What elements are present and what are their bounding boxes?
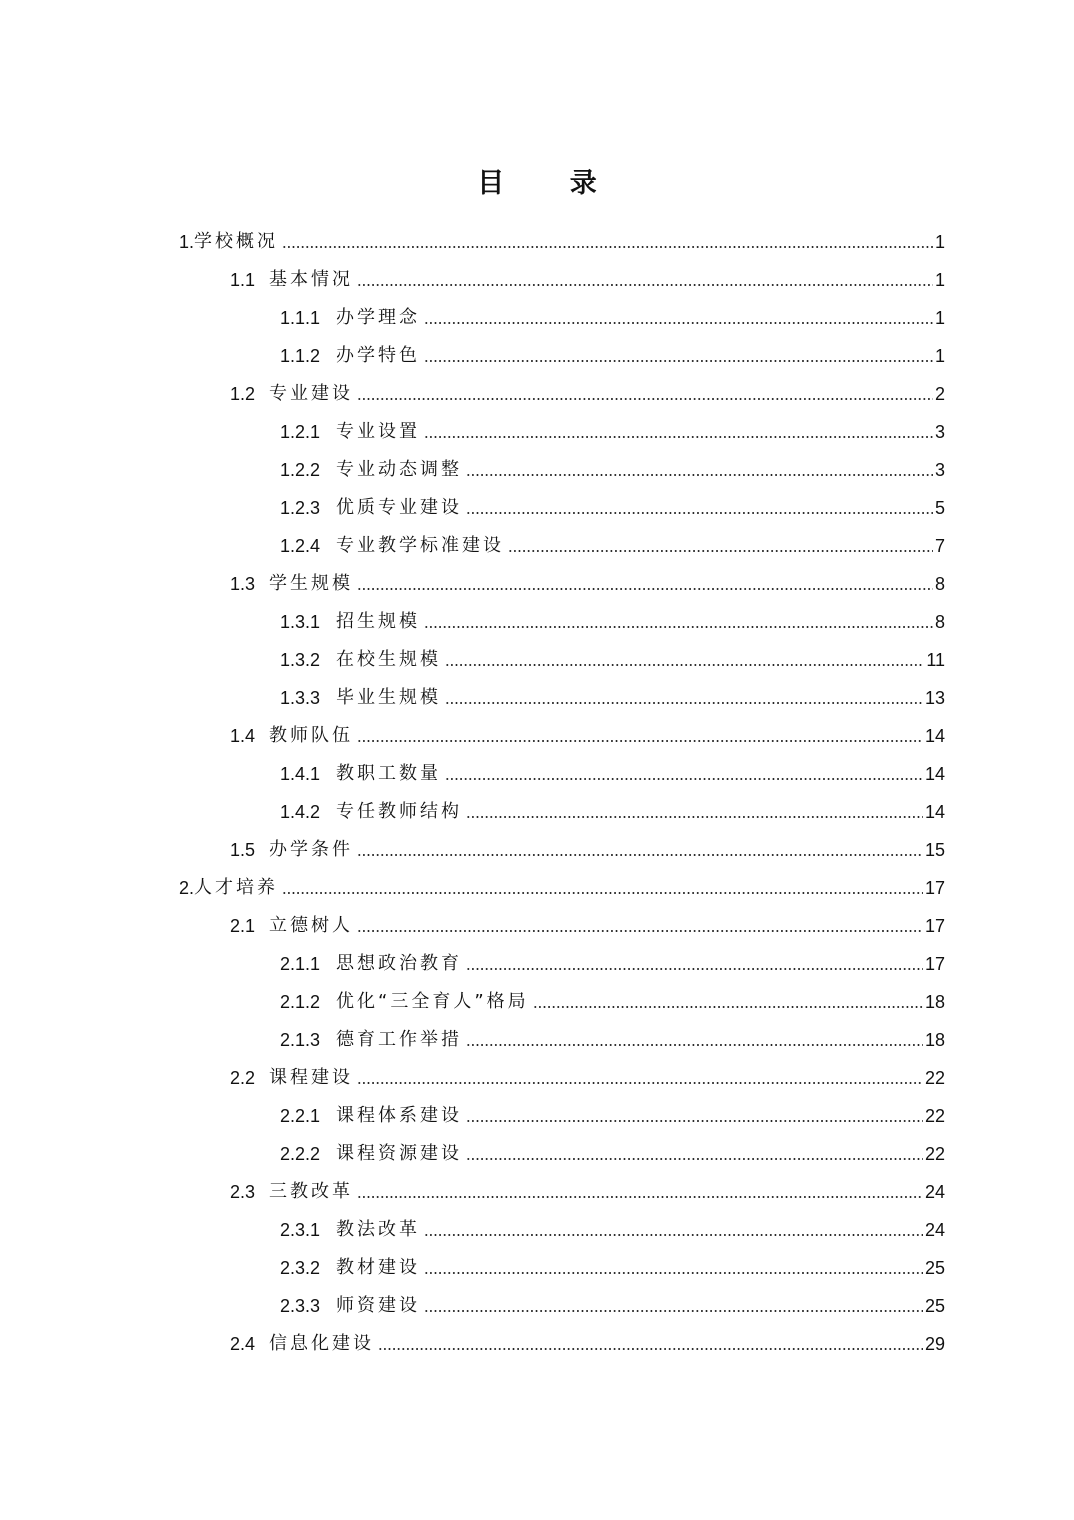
toc-entry-page-number: 11 bbox=[926, 650, 945, 670]
toc-entry-title: 办学特色 bbox=[336, 345, 420, 366]
toc-entry-title: 毕业生规模 bbox=[336, 687, 441, 708]
toc-entry-title: 专任教师结构 bbox=[336, 801, 462, 822]
toc-entry-title: 办学理念 bbox=[336, 307, 420, 328]
toc-entry-page-number: 8 bbox=[934, 612, 945, 632]
toc-entry-page-number: 14 bbox=[924, 764, 945, 784]
toc-entry-number: 1.1.1 bbox=[280, 308, 321, 328]
toc-entry[interactable] bbox=[0, 679, 1074, 717]
toc-dot-leader bbox=[282, 233, 933, 251]
toc-entry-title: 教师队伍 bbox=[269, 725, 353, 746]
toc-entry[interactable] bbox=[0, 1059, 1074, 1097]
toc-entry-number: 1.2.2 bbox=[280, 460, 321, 480]
toc-entry-page-number: 5 bbox=[934, 498, 945, 518]
toc-entry-number: 2.3 bbox=[230, 1182, 256, 1202]
toc-entry-number: 2.1.3 bbox=[280, 1030, 321, 1050]
toc-entry-title: 学生规模 bbox=[269, 573, 353, 594]
toc-entry[interactable] bbox=[0, 413, 1074, 451]
toc-entry[interactable] bbox=[0, 1325, 1074, 1363]
toc-entry-number: 1.3.1 bbox=[280, 612, 321, 632]
toc-entry[interactable] bbox=[0, 983, 1074, 1021]
toc-dot-leader bbox=[357, 917, 923, 935]
toc-entry-page-number: 8 bbox=[934, 574, 945, 594]
toc-entry-number: 1.4 bbox=[230, 726, 256, 746]
toc-entry-page-number: 14 bbox=[924, 802, 945, 822]
toc-dot-leader bbox=[357, 385, 933, 403]
toc-entry[interactable] bbox=[0, 299, 1074, 337]
toc-entry-page-number: 15 bbox=[924, 840, 945, 860]
toc-dot-leader bbox=[508, 537, 933, 555]
toc-entry-page-number: 24 bbox=[924, 1220, 945, 1240]
toc-entry-number: 2.3.3 bbox=[280, 1296, 321, 1316]
toc-entry-page-number: 22 bbox=[924, 1106, 945, 1126]
toc-entry-title: 三教改革 bbox=[269, 1181, 353, 1202]
toc-entry[interactable] bbox=[0, 375, 1074, 413]
toc-dot-leader bbox=[424, 309, 933, 327]
toc-entry-number: 1.2.4 bbox=[280, 536, 321, 556]
toc-entry[interactable] bbox=[0, 1097, 1074, 1135]
toc-entry[interactable] bbox=[0, 1173, 1074, 1211]
toc-entry-title: 专业设置 bbox=[336, 421, 420, 442]
toc-entry-number: 2.4 bbox=[230, 1334, 256, 1354]
toc-entry-page-number: 1 bbox=[934, 308, 945, 328]
toc-dot-leader bbox=[466, 499, 933, 517]
toc-entry-title: 在校生规模 bbox=[336, 649, 441, 670]
toc-dot-leader bbox=[466, 461, 933, 479]
toc-dot-leader bbox=[466, 1107, 923, 1125]
toc-entry-number: 2.1.1 bbox=[280, 954, 321, 974]
toc-entry[interactable] bbox=[0, 945, 1074, 983]
toc-entry-number: 2.2 bbox=[230, 1068, 256, 1088]
toc-entry-number: 1.2.3 bbox=[280, 498, 321, 518]
toc-entry-page-number: 13 bbox=[924, 688, 945, 708]
toc-entry-page-number: 24 bbox=[924, 1182, 945, 1202]
toc-entry-title: 思想政治教育 bbox=[336, 953, 462, 974]
toc-entry-page-number: 1 bbox=[934, 232, 945, 252]
toc-entry-number: 2.2.2 bbox=[280, 1144, 321, 1164]
toc-entry-title: 教法改革 bbox=[336, 1219, 420, 1240]
toc-entry-title: 人才培养 bbox=[194, 877, 279, 898]
toc-entry-title: 教材建设 bbox=[336, 1257, 420, 1278]
toc-dot-leader bbox=[445, 689, 923, 707]
toc-dot-leader bbox=[533, 993, 923, 1011]
toc-dot-leader bbox=[466, 955, 923, 973]
toc-dot-leader bbox=[424, 347, 933, 365]
toc-entry-title: 专业建设 bbox=[269, 383, 353, 404]
page-title: 目 录 bbox=[477, 168, 625, 199]
toc-entry-title: 专业动态调整 bbox=[336, 459, 462, 480]
toc-entry-title: 优化“三全育人”格局 bbox=[336, 991, 529, 1012]
toc-entry[interactable] bbox=[0, 261, 1074, 299]
toc-entry[interactable] bbox=[0, 565, 1074, 603]
toc-entry-number: 1.1.2 bbox=[280, 346, 321, 366]
toc-entry-number: 1.3.2 bbox=[280, 650, 321, 670]
toc-dot-leader bbox=[282, 879, 923, 897]
toc-entry-page-number: 7 bbox=[934, 536, 945, 556]
toc-entry-title: 信息化建设 bbox=[269, 1333, 374, 1354]
toc-entry-page-number: 18 bbox=[924, 992, 945, 1012]
toc-entry-title: 办学条件 bbox=[269, 839, 353, 860]
toc-entry-page-number: 3 bbox=[934, 460, 945, 480]
toc-entry-number: 2. bbox=[179, 878, 195, 898]
toc-entry-number: 1.2 bbox=[230, 384, 256, 404]
toc-entry-page-number: 1 bbox=[934, 270, 945, 290]
toc-entry-number: 1.5 bbox=[230, 840, 256, 860]
toc-dot-leader bbox=[357, 575, 933, 593]
toc-entry[interactable] bbox=[0, 793, 1074, 831]
toc-dot-leader bbox=[445, 765, 923, 783]
toc-dot-leader bbox=[357, 1183, 923, 1201]
toc-entry-number: 1.3.3 bbox=[280, 688, 321, 708]
toc-entry-page-number: 18 bbox=[924, 1030, 945, 1050]
toc-entry-number: 1. bbox=[179, 232, 195, 252]
toc-entry[interactable] bbox=[0, 717, 1074, 755]
toc-entry-page-number: 25 bbox=[924, 1258, 945, 1278]
toc-entry-title: 招生规模 bbox=[336, 611, 420, 632]
toc-entry[interactable] bbox=[0, 223, 1074, 261]
toc-entry[interactable] bbox=[0, 337, 1074, 375]
toc-entry[interactable] bbox=[0, 1211, 1074, 1249]
toc-dot-leader bbox=[357, 271, 933, 289]
toc-entry-number: 2.1.2 bbox=[280, 992, 321, 1012]
toc-entry-number: 2.2.1 bbox=[280, 1106, 321, 1126]
toc-dot-leader bbox=[424, 1221, 923, 1239]
toc-entry-page-number: 17 bbox=[924, 916, 945, 936]
toc-entry-title: 立德树人 bbox=[269, 915, 353, 936]
toc-entry-page-number: 1 bbox=[934, 346, 945, 366]
toc-entry-page-number: 22 bbox=[924, 1068, 945, 1088]
toc-entry-title: 课程体系建设 bbox=[336, 1105, 462, 1126]
toc-entry-title: 学校概况 bbox=[194, 231, 279, 252]
toc-entry[interactable] bbox=[0, 641, 1074, 679]
toc-entry[interactable] bbox=[0, 1287, 1074, 1325]
toc-dot-leader bbox=[466, 803, 923, 821]
toc-dot-leader bbox=[466, 1031, 923, 1049]
toc-entry-page-number: 2 bbox=[934, 384, 945, 404]
toc-entry-title: 基本情况 bbox=[269, 269, 353, 290]
toc-dot-leader bbox=[424, 1259, 923, 1277]
toc-entry-page-number: 14 bbox=[924, 726, 945, 746]
toc-entry[interactable] bbox=[0, 831, 1074, 869]
toc-entry-number: 1.2.1 bbox=[280, 422, 321, 442]
toc-entry-number: 1.1 bbox=[230, 270, 256, 290]
toc-entry-title: 德育工作举措 bbox=[336, 1029, 462, 1050]
toc-entry[interactable] bbox=[0, 1249, 1074, 1287]
toc-dot-leader bbox=[424, 1297, 923, 1315]
toc-entry-title: 师资建设 bbox=[336, 1295, 420, 1316]
toc-entry-title: 课程资源建设 bbox=[336, 1143, 462, 1164]
toc-entry[interactable] bbox=[0, 755, 1074, 793]
toc-dot-leader bbox=[424, 423, 933, 441]
toc-entry-page-number: 29 bbox=[924, 1334, 945, 1354]
toc-entry-page-number: 17 bbox=[924, 954, 945, 974]
toc-entry-page-number: 3 bbox=[934, 422, 945, 442]
toc-entry-title: 教职工数量 bbox=[336, 763, 441, 784]
toc-entry-number: 2.3.2 bbox=[280, 1258, 321, 1278]
toc-entry-number: 1.3 bbox=[230, 574, 256, 594]
toc-entry[interactable] bbox=[0, 1135, 1074, 1173]
toc-entry[interactable] bbox=[0, 489, 1074, 527]
toc-entry-number: 1.4.1 bbox=[280, 764, 321, 784]
toc-entry-number: 2.3.1 bbox=[280, 1220, 321, 1240]
toc-entry[interactable] bbox=[0, 451, 1074, 489]
toc-entry-title: 专业教学标准建设 bbox=[336, 535, 504, 556]
toc-entry[interactable] bbox=[0, 869, 1074, 907]
toc-entry-number: 2.1 bbox=[230, 916, 256, 936]
toc-entry-number: 1.4.2 bbox=[280, 802, 321, 822]
toc-dot-leader bbox=[378, 1335, 923, 1353]
toc-entry[interactable] bbox=[0, 527, 1074, 565]
toc-dot-leader bbox=[357, 841, 923, 859]
toc-entry-page-number: 22 bbox=[924, 1144, 945, 1164]
toc-entry[interactable] bbox=[0, 907, 1074, 945]
toc-entry-page-number: 25 bbox=[924, 1296, 945, 1316]
toc-entry[interactable] bbox=[0, 1021, 1074, 1059]
toc-entry-title: 课程建设 bbox=[269, 1067, 353, 1088]
toc-dot-leader bbox=[445, 651, 924, 669]
toc-dot-leader bbox=[357, 727, 923, 745]
toc-entry-page-number: 17 bbox=[924, 878, 945, 898]
toc-dot-leader bbox=[466, 1145, 923, 1163]
toc-entry[interactable] bbox=[0, 603, 1074, 641]
toc-dot-leader bbox=[357, 1069, 923, 1087]
toc-dot-leader bbox=[424, 613, 933, 631]
table-of-contents bbox=[0, 223, 1074, 1363]
toc-entry-title: 优质专业建设 bbox=[336, 497, 462, 518]
